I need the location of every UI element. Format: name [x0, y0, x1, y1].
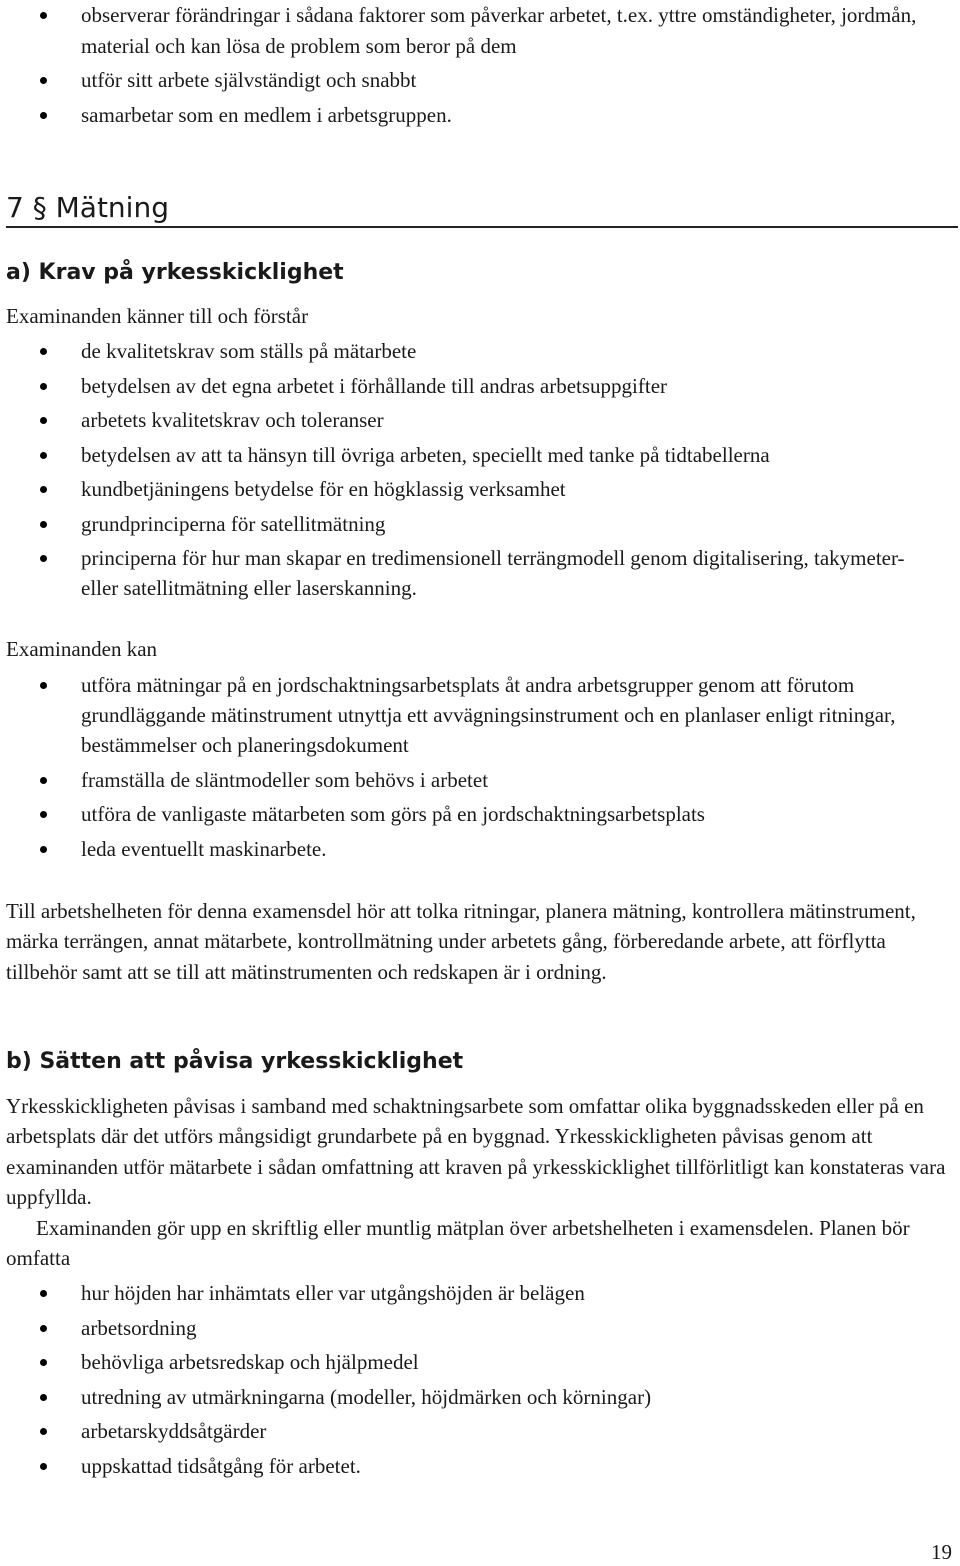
list-item: kundbetjäningens betydelse för en högklassig verksamhet	[0, 474, 960, 509]
chapter-divider	[6, 226, 958, 228]
list-item: utföra mätningar på en jordschaktningsarbetsplats åt andra arbetsgrupper genom att förutom grundläggande mätinstrument utnyttja ett avvägningsinstrument och en planlaser enligt ritningar, bestämmelser och planeringsdokument	[0, 670, 960, 765]
list-item: principerna för hur man skapar en tredimensionell terrängmodell genom digitalisering, takymeter- eller satellitmätning eller laserskanning.	[0, 543, 960, 608]
chapter-heading	[6, 188, 956, 228]
chapter-number: 7	[6, 191, 24, 224]
list-item: arbetarskyddsåtgärder	[0, 1416, 960, 1451]
section-a-heading: a) Krav på yrkesskicklighet	[6, 260, 344, 285]
list-item: de kvalitetskrav som ställs på mätarbete	[0, 336, 960, 371]
list-item: behövliga arbetsredskap och hjälpmedel	[0, 1347, 960, 1382]
list-item: betydelsen av att ta hänsyn till övriga arbeten, speciellt med tanke på tidtabellerna	[0, 440, 960, 475]
page-number: 19	[931, 1540, 952, 1564]
list-item: arbetsordning	[0, 1313, 960, 1348]
chapter-title: Mätning	[55, 191, 169, 224]
can-list	[0, 670, 960, 868]
section-sign: §	[32, 191, 47, 224]
list-item: betydelsen av det egna arbetet i förhållande till andras arbetsuppgifter	[0, 371, 960, 406]
section-b-heading: b) Sätten att påvisa yrkesskicklighet	[6, 1049, 464, 1074]
plan-list	[0, 1278, 960, 1485]
plan-intro-paragraph: Examinanden gör upp en skriftlig eller muntlig mätplan över arbetshelheten i examensdelen. Planen bör omfatta	[6, 1216, 910, 1271]
list-item: leda eventuellt maskinarbete.	[0, 834, 960, 869]
list-item: samarbetar som en medlem i arbetsgruppen.	[0, 100, 960, 135]
list-item: observerar förändringar i sådana faktorer som påverkar arbetet, t.ex. yttre omständigheter, jordmån, material och kan lösa de problem som beror på dem	[0, 0, 960, 65]
list-item: utföra de vanligaste mätarbeten som görs på en jordschaktningsarbetsplats	[0, 799, 960, 834]
knows-intro: Examinanden känner till och förstår	[6, 304, 309, 328]
summary-paragraph: Till arbetshelheten för denna examensdel hör att tolka ritningar, planera mätning, kontrollera mätinstrument, märka terrängen, annat mätarbete, kontrollmätning under arbetets gång, förberedande arbete, att förflytta tillbehör samt att se till att mätinstrumenten och redskapen är i ordning.	[6, 899, 916, 984]
can-intro: Examinanden kan	[6, 637, 158, 661]
knows-list	[0, 336, 960, 608]
list-item: utredning av utmärkningarna (modeller, höjdmärken och körningar)	[0, 1382, 960, 1417]
list-item: framställa de släntmodeller som behövs i arbetet	[0, 765, 960, 800]
list-item: uppskattad tidsåtgång för arbetet.	[0, 1451, 960, 1486]
list-item: grundprinciperna för satellitmätning	[0, 509, 960, 544]
section-b-paragraph: Yrkesskickligheten påvisas i samband med schaktningsarbete som omfattar olika byggnadsskeden eller på en arbetsplats där det utförs mångsidigt grundarbete på en byggnad. Yrkesskickligheten påvisas genom att examinanden utför mätarbete i sådan omfattning att kraven på yrkesskicklighet tillförlitligt kan konstateras vara uppfyllda.	[6, 1094, 946, 1209]
list-item: hur höjden har inhämtats eller var utgångshöjden är belägen	[0, 1278, 960, 1313]
intro-list	[0, 0, 960, 134]
list-item: utför sitt arbete självständigt och snabbt	[0, 65, 960, 100]
list-item: arbetets kvalitetskrav och toleranser	[0, 405, 960, 440]
